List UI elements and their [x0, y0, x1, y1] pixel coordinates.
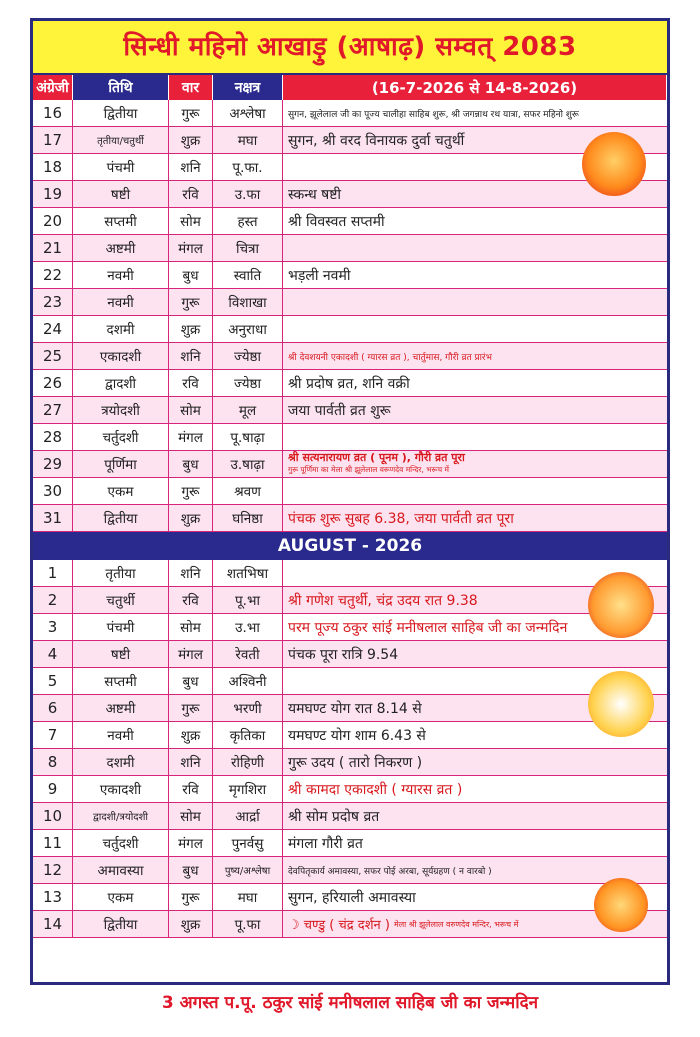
- date-cell: 10: [33, 803, 73, 829]
- calendar-frame: [30, 18, 670, 985]
- event-cell: [283, 343, 667, 369]
- table-row: [33, 776, 667, 803]
- event-cell: [283, 776, 667, 802]
- date-cell: 26: [33, 370, 73, 396]
- table-row: [33, 397, 667, 424]
- event-text: पंचक पूरा रात्रि 9.54: [288, 646, 399, 663]
- table-row: [33, 343, 667, 370]
- date-cell: 24: [33, 316, 73, 342]
- date-cell: 9: [33, 776, 73, 802]
- tithi-cell: चतुर्थी: [73, 587, 169, 613]
- var-cell: गुरू: [169, 478, 213, 504]
- nakshatra-cell: उ.भा: [213, 614, 283, 640]
- event-text: पंचक शुरू सुबह 6.38, जया पार्वती व्रत पूरा: [288, 510, 514, 527]
- var-cell: शुक्र: [169, 722, 213, 748]
- event-cell: [283, 830, 667, 856]
- date-cell: 30: [33, 478, 73, 504]
- event-text: परम पूज्य ठकुर सांई मनीषलाल साहिब जी का जन्मदिन: [288, 619, 568, 636]
- nakshatra-cell: श्रवण: [213, 478, 283, 504]
- table-row: [33, 154, 667, 181]
- table-row: [33, 208, 667, 235]
- tithi-cell: दशमी: [73, 749, 169, 775]
- table-row: [33, 884, 667, 911]
- event-cell: [283, 451, 667, 477]
- tithi-cell: षष्टी: [73, 641, 169, 667]
- var-cell: सोम: [169, 208, 213, 234]
- nakshatra-cell: पू.फा.: [213, 154, 283, 180]
- var-cell: रवि: [169, 587, 213, 613]
- var-cell: गुरू: [169, 884, 213, 910]
- var-cell: रवि: [169, 370, 213, 396]
- var-cell: सोम: [169, 397, 213, 423]
- tithi-cell: द्वादशी/त्रयोदशी: [73, 803, 169, 829]
- event-cell: [283, 478, 667, 504]
- var-cell: शुक्र: [169, 127, 213, 153]
- date-cell: 31: [33, 505, 73, 531]
- table-row: [33, 668, 667, 695]
- date-cell: 3: [33, 614, 73, 640]
- event-cell: [283, 749, 667, 775]
- nakshatra-cell: घनिष्ठा: [213, 505, 283, 531]
- tithi-cell: अष्टमी: [73, 695, 169, 721]
- tithi-cell: पंचमी: [73, 154, 169, 180]
- event-cell: [283, 316, 667, 342]
- tithi-cell: तृतीया: [73, 560, 169, 586]
- nakshatra-cell: पू.फा: [213, 911, 283, 937]
- date-cell: 27: [33, 397, 73, 423]
- table-row: [33, 127, 667, 154]
- event-text: श्री गणेश चतुर्थी, चंद्र उदय रात 9.38: [288, 592, 478, 609]
- tithi-cell: द्वितीया: [73, 100, 169, 126]
- date-cell: 21: [33, 235, 73, 261]
- event-text: गुरू उदय ( तारो निकरण ): [288, 754, 423, 771]
- tithi-cell: द्वितीया: [73, 505, 169, 531]
- event-cell: [283, 641, 667, 667]
- jhulelal-portrait-icon: [582, 132, 646, 196]
- tithi-cell: एकम: [73, 884, 169, 910]
- nakshatra-cell: ज्येष्ठा: [213, 343, 283, 369]
- date-cell: 8: [33, 749, 73, 775]
- event-text: सुगन, श्री वरद विनायक दुर्वा चतुर्थी: [288, 132, 465, 149]
- nakshatra-cell: मघा: [213, 884, 283, 910]
- table-row: [33, 505, 667, 532]
- event-cell: [283, 803, 667, 829]
- event-text: श्री कामदा एकादशी ( ग्यारस व्रत ): [288, 781, 463, 798]
- jhulelal-small-portrait-icon: [594, 878, 648, 932]
- table-row: [33, 316, 667, 343]
- nakshatra-cell: पुष्य/अश्लेषा: [213, 857, 283, 883]
- var-cell: रवि: [169, 181, 213, 207]
- table-row: [33, 100, 667, 127]
- nakshatra-cell: पुनर्वसु: [213, 830, 283, 856]
- date-cell: 4: [33, 641, 73, 667]
- var-cell: मंगल: [169, 830, 213, 856]
- date-cell: 25: [33, 343, 73, 369]
- event-line-2: मेला श्री झूलेलाल वरुणदेव मन्दिर, भरूच में: [393, 919, 519, 929]
- date-cell: 16: [33, 100, 73, 126]
- event-cell: [283, 262, 667, 288]
- table-row: [33, 235, 667, 262]
- nakshatra-cell: शतभिषा: [213, 560, 283, 586]
- table-row: [33, 289, 667, 316]
- date-cell: 11: [33, 830, 73, 856]
- tithi-cell: द्वादशी: [73, 370, 169, 396]
- event-text: मंगला गौरी व्रत: [288, 835, 363, 852]
- event-cell: [283, 424, 667, 450]
- event-text: श्री देवशयनी एकादशी ( ग्यारस व्रत ), चार्तुमास, गौरी व्रत प्रारंभ: [288, 352, 492, 363]
- table-row: [33, 478, 667, 505]
- event-text: सुगन, झूलेलाल जी का पूज्य चालीहा साहिब शुरू, श्री जगन्नाथ रथ यात्रा, सफर महिनो शुरू: [288, 109, 579, 120]
- august-rows: [33, 560, 667, 938]
- table-header: [33, 75, 667, 100]
- month-label: AUGUST - 2026: [33, 532, 667, 560]
- footer-note: 3 अगस्त प.पू. ठकुर सांई मनीषलाल साहिब जी का जन्मदिन: [161, 993, 539, 1013]
- nakshatra-cell: उ.षाढ़ा: [213, 451, 283, 477]
- var-cell: सोम: [169, 614, 213, 640]
- nakshatra-cell: मूल: [213, 397, 283, 423]
- header-nakshatra: नक्षत्र: [213, 75, 283, 100]
- header-date-range: (16-7-2026 से 14-8-2026): [283, 75, 667, 100]
- nakshatra-cell: उ.फा: [213, 181, 283, 207]
- date-cell: 18: [33, 154, 73, 180]
- var-cell: शुक्र: [169, 505, 213, 531]
- event-cell: [283, 100, 667, 126]
- tithi-cell: सप्तमी: [73, 668, 169, 694]
- var-cell: बुध: [169, 262, 213, 288]
- event-text: श्री प्रदोष व्रत, शनि वक्री: [288, 375, 410, 392]
- event-text: सुगन, हरियाली अमावस्या: [288, 889, 416, 906]
- nakshatra-cell: कृतिका: [213, 722, 283, 748]
- tithi-cell: सप्तमी: [73, 208, 169, 234]
- tithi-cell: अष्टमी: [73, 235, 169, 261]
- var-cell: शुक्र: [169, 316, 213, 342]
- var-cell: मंगल: [169, 641, 213, 667]
- tithi-cell: तृतीया/चतुर्थी: [73, 127, 169, 153]
- event-text: जया पार्वती व्रत शुरू: [288, 402, 391, 419]
- table-row: [33, 695, 667, 722]
- date-cell: 20: [33, 208, 73, 234]
- nakshatra-cell: हस्त: [213, 208, 283, 234]
- tithi-cell: द्वितीया: [73, 911, 169, 937]
- var-cell: बुध: [169, 668, 213, 694]
- event-text: श्री सोम प्रदोष व्रत: [288, 808, 380, 825]
- var-cell: गुरू: [169, 695, 213, 721]
- var-cell: शनि: [169, 560, 213, 586]
- event-text: श्री विवस्वत सप्तमी: [288, 213, 385, 230]
- tithi-cell: पंचमी: [73, 614, 169, 640]
- tithi-cell: अमावस्या: [73, 857, 169, 883]
- table-row: [33, 857, 667, 884]
- nakshatra-cell: रोहिणी: [213, 749, 283, 775]
- table-row: [33, 641, 667, 668]
- ganesh-portrait-icon: [588, 572, 654, 638]
- tithi-cell: एकादशी: [73, 343, 169, 369]
- tithi-cell: नवमी: [73, 722, 169, 748]
- date-cell: 23: [33, 289, 73, 315]
- table-row: [33, 370, 667, 397]
- nakshatra-cell: भरणी: [213, 695, 283, 721]
- date-cell: 1: [33, 560, 73, 586]
- nakshatra-cell: विशाखा: [213, 289, 283, 315]
- event-cell: [283, 505, 667, 531]
- nakshatra-cell: मघा: [213, 127, 283, 153]
- event-line-1: ☽ चण्डु ( चंद्र दर्शन ): [288, 918, 390, 933]
- date-cell: 12: [33, 857, 73, 883]
- date-cell: 29: [33, 451, 73, 477]
- date-cell: 22: [33, 262, 73, 288]
- event-cell: [283, 208, 667, 234]
- event-cell: [283, 397, 667, 423]
- event-cell: [283, 370, 667, 396]
- nakshatra-cell: अश्लेषा: [213, 100, 283, 126]
- var-cell: शनि: [169, 749, 213, 775]
- nakshatra-cell: रेवती: [213, 641, 283, 667]
- date-cell: 2: [33, 587, 73, 613]
- var-cell: सोम: [169, 803, 213, 829]
- nakshatra-cell: आर्द्रा: [213, 803, 283, 829]
- event-cell: [283, 857, 667, 883]
- var-cell: मंगल: [169, 424, 213, 450]
- var-cell: गुरू: [169, 100, 213, 126]
- event-text: देवपितृकार्य अमावस्या, सफर पोई अरबा, सूर्यग्रहण ( न वारबो ): [288, 866, 492, 877]
- date-cell: 5: [33, 668, 73, 694]
- tithi-cell: दशमी: [73, 316, 169, 342]
- date-cell: 28: [33, 424, 73, 450]
- july-rows: [33, 100, 667, 532]
- page-title: सिन्धी महिनो आखाड़ु (आषाढ़) सम्वत् 2083: [33, 21, 667, 75]
- date-cell: 17: [33, 127, 73, 153]
- var-cell: बुध: [169, 857, 213, 883]
- table-row: [33, 911, 667, 938]
- event-cell: [283, 235, 667, 261]
- table-row: [33, 749, 667, 776]
- event-text: स्कन्ध षष्टी: [288, 186, 342, 203]
- table-row: [33, 830, 667, 857]
- tithi-cell: चर्तुदशी: [73, 424, 169, 450]
- table-row: [33, 262, 667, 289]
- header-angrezi: अंग्रेजी: [33, 75, 73, 100]
- tithi-cell: चर्तुदशी: [73, 830, 169, 856]
- saint-portrait-icon: [588, 671, 654, 737]
- table-row: [33, 424, 667, 451]
- date-cell: 19: [33, 181, 73, 207]
- nakshatra-cell: अनुराधा: [213, 316, 283, 342]
- tithi-cell: नवमी: [73, 289, 169, 315]
- date-cell: 6: [33, 695, 73, 721]
- event-text: भड़ली नवमी: [288, 267, 351, 284]
- table-row: [33, 451, 667, 478]
- table-row: [33, 181, 667, 208]
- var-cell: गुरू: [169, 289, 213, 315]
- tithi-cell: षष्टी: [73, 181, 169, 207]
- date-cell: 7: [33, 722, 73, 748]
- nakshatra-cell: स्वाति: [213, 262, 283, 288]
- table-row: [33, 587, 667, 614]
- table-row: [33, 560, 667, 587]
- event-text: यमघण्ट योग रात 8.14 से: [288, 700, 422, 717]
- nakshatra-cell: मृगशिरा: [213, 776, 283, 802]
- table-row: [33, 614, 667, 641]
- var-cell: रवि: [169, 776, 213, 802]
- tithi-cell: एकादशी: [73, 776, 169, 802]
- tithi-cell: एकम: [73, 478, 169, 504]
- nakshatra-cell: ज्येष्ठा: [213, 370, 283, 396]
- event-cell: [283, 289, 667, 315]
- event-line-2: गुरू पूर्णिमा का मेला श्री झूलेलाल वरूणदेव मन्दिर, भरूच में: [288, 465, 449, 474]
- tithi-cell: त्रयोदशी: [73, 397, 169, 423]
- var-cell: शनि: [169, 154, 213, 180]
- date-cell: 14: [33, 911, 73, 937]
- nakshatra-cell: अश्विनी: [213, 668, 283, 694]
- tithi-cell: पूर्णिमा: [73, 451, 169, 477]
- var-cell: मंगल: [169, 235, 213, 261]
- date-cell: 13: [33, 884, 73, 910]
- nakshatra-cell: पू.षाढ़ा: [213, 424, 283, 450]
- header-tithi: तिथि: [73, 75, 169, 100]
- header-var: वार: [169, 75, 213, 100]
- table-row: [33, 722, 667, 749]
- event-text: यमघण्ट योग शाम 6.43 से: [288, 727, 426, 744]
- var-cell: शनि: [169, 343, 213, 369]
- var-cell: बुध: [169, 451, 213, 477]
- nakshatra-cell: चित्रा: [213, 235, 283, 261]
- var-cell: शुक्र: [169, 911, 213, 937]
- nakshatra-cell: पू.भा: [213, 587, 283, 613]
- table-row: [33, 803, 667, 830]
- event-line-1: श्री सत्यनारायण व्रत ( पूनम ), गौरी व्रत पूरा: [288, 451, 465, 464]
- tithi-cell: नवमी: [73, 262, 169, 288]
